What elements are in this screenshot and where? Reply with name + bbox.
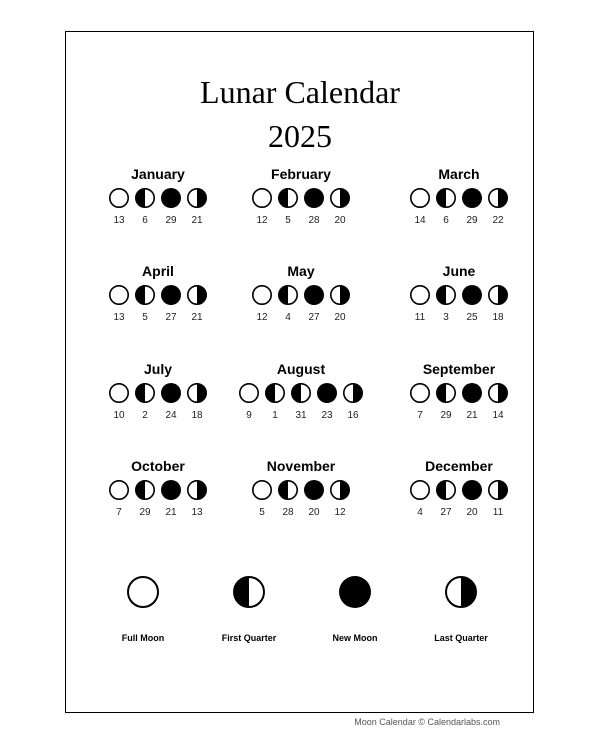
phase-date: 29 <box>165 215 177 226</box>
first-quarter-icon <box>134 284 156 306</box>
phase-cell <box>486 284 510 323</box>
phase-cell <box>486 382 510 421</box>
phase-cell <box>133 187 157 226</box>
month-name: October <box>131 458 185 474</box>
legend-label: Full Moon <box>121 633 165 643</box>
phase-cell <box>263 382 287 421</box>
new-moon-icon <box>461 284 483 306</box>
phase-cell <box>434 187 458 226</box>
phase-cell <box>434 382 458 421</box>
month-name: August <box>276 361 326 377</box>
phase-date: 16 <box>347 410 359 421</box>
last-quarter-icon <box>186 284 208 306</box>
month-march <box>379 166 539 246</box>
phase-cell <box>460 284 484 323</box>
phase-date: 11 <box>492 507 504 518</box>
new-moon-icon <box>461 479 483 501</box>
phase-cell <box>276 284 300 323</box>
phase-cell <box>159 382 183 421</box>
phase-cell <box>159 284 183 323</box>
phase-cell <box>185 187 209 226</box>
phase-cell <box>185 284 209 323</box>
phase-cell <box>341 382 365 421</box>
new-moon-icon <box>316 382 338 404</box>
new-moon-icon <box>303 284 325 306</box>
phase-row <box>221 284 381 323</box>
calendar-title: Lunar Calendar <box>200 74 400 110</box>
phase-cell <box>276 187 300 226</box>
phase-cell <box>302 187 326 226</box>
phase-row <box>221 187 381 226</box>
phase-row <box>221 479 381 518</box>
last-quarter-icon <box>444 575 478 609</box>
phase-date: 13 <box>113 312 125 323</box>
phase-date: 31 <box>295 410 307 421</box>
phase-cell <box>250 479 274 518</box>
full-moon-icon <box>108 284 130 306</box>
phase-cell <box>302 479 326 518</box>
phase-row <box>379 479 539 518</box>
phase-date: 14 <box>492 410 504 421</box>
first-quarter-icon <box>264 382 286 404</box>
full-moon-icon <box>108 382 130 404</box>
phase-cell <box>408 382 432 421</box>
month-april <box>78 263 238 343</box>
phase-date: 9 <box>246 410 252 421</box>
first-quarter-icon <box>277 284 299 306</box>
legend-label: Last Quarter <box>434 633 488 643</box>
last-quarter-icon <box>487 382 509 404</box>
phase-date: 23 <box>321 410 333 421</box>
phase-cell <box>159 187 183 226</box>
month-june <box>379 263 539 343</box>
phase-cell <box>237 382 261 421</box>
phase-date: 28 <box>308 215 320 226</box>
phase-row <box>379 284 539 323</box>
phase-date: 27 <box>165 312 177 323</box>
phase-date: 13 <box>191 507 203 518</box>
phase-cell <box>276 479 300 518</box>
phase-row <box>78 284 238 323</box>
phase-cell <box>107 187 131 226</box>
month-july <box>78 361 238 441</box>
month-name: June <box>442 263 476 279</box>
phase-date: 3 <box>443 312 449 323</box>
phase-date: 6 <box>443 215 449 226</box>
last-quarter-icon <box>186 479 208 501</box>
phase-date: 25 <box>466 312 478 323</box>
phase-date: 12 <box>256 312 268 323</box>
month-december <box>379 458 539 538</box>
phase-cell <box>250 284 274 323</box>
first-quarter-icon <box>290 382 312 404</box>
phase-date: 4 <box>417 507 423 518</box>
phase-cell <box>315 382 339 421</box>
month-name: April <box>142 263 174 279</box>
phase-date: 21 <box>191 312 203 323</box>
first-quarter-icon <box>277 479 299 501</box>
month-january <box>78 166 238 246</box>
last-quarter-icon <box>487 479 509 501</box>
full-moon-icon <box>409 187 431 209</box>
phase-cell <box>460 187 484 226</box>
legend-full <box>88 575 198 643</box>
phase-date: 22 <box>492 215 504 226</box>
phase-cell <box>133 479 157 518</box>
full-moon-icon <box>251 479 273 501</box>
phase-date: 18 <box>492 312 504 323</box>
first-quarter-icon <box>435 284 457 306</box>
calendar-year: 2025 <box>268 118 332 154</box>
month-october <box>78 458 238 538</box>
new-moon-icon <box>160 479 182 501</box>
phase-date: 11 <box>414 312 426 323</box>
new-moon-icon <box>303 187 325 209</box>
new-moon-icon <box>160 382 182 404</box>
phase-date: 20 <box>466 507 478 518</box>
phase-date: 29 <box>466 215 478 226</box>
phase-date: 29 <box>139 507 151 518</box>
phase-date: 4 <box>285 312 291 323</box>
phase-date: 7 <box>116 507 122 518</box>
phase-date: 20 <box>334 312 346 323</box>
month-september <box>379 361 539 441</box>
phase-cell <box>328 479 352 518</box>
phase-date: 20 <box>308 507 320 518</box>
phase-cell <box>434 479 458 518</box>
phase-cell <box>107 284 131 323</box>
legend-label: First Quarter <box>221 633 277 643</box>
new-moon-icon <box>461 382 483 404</box>
first-quarter-icon <box>134 187 156 209</box>
full-moon-icon <box>126 575 160 609</box>
phase-cell <box>408 284 432 323</box>
phase-date: 5 <box>142 312 148 323</box>
phase-cell <box>159 479 183 518</box>
phase-cell <box>486 187 510 226</box>
phase-date: 20 <box>334 215 346 226</box>
first-quarter-icon <box>134 382 156 404</box>
new-moon-icon <box>160 284 182 306</box>
phase-cell <box>408 479 432 518</box>
month-name: September <box>422 361 496 377</box>
phase-cell <box>408 187 432 226</box>
first-quarter-icon <box>277 187 299 209</box>
last-quarter-icon <box>342 382 364 404</box>
month-name: November <box>266 458 336 474</box>
first-quarter-icon <box>232 575 266 609</box>
phase-date: 7 <box>417 410 423 421</box>
full-moon-icon <box>251 284 273 306</box>
phase-row <box>379 382 539 421</box>
new-moon-icon <box>461 187 483 209</box>
phase-cell <box>328 187 352 226</box>
phase-row <box>78 187 238 226</box>
phase-date: 12 <box>256 215 268 226</box>
month-name: May <box>287 263 315 279</box>
phase-date: 13 <box>113 215 125 226</box>
phase-cell <box>302 284 326 323</box>
first-quarter-icon <box>435 382 457 404</box>
phase-date: 21 <box>191 215 203 226</box>
footer-credit: Moon Calendar © Calendarlabs.com <box>354 717 500 727</box>
phase-row <box>379 187 539 226</box>
full-moon-icon <box>409 479 431 501</box>
first-quarter-icon <box>435 479 457 501</box>
last-quarter-icon <box>329 187 351 209</box>
phase-row <box>78 382 238 421</box>
month-february <box>221 166 381 246</box>
month-name: February <box>271 166 331 182</box>
month-august <box>221 361 381 441</box>
phase-date: 29 <box>440 410 452 421</box>
month-may <box>221 263 381 343</box>
phase-date: 2 <box>142 410 148 421</box>
phase-cell <box>185 479 209 518</box>
phase-legend <box>65 575 534 655</box>
phase-date: 21 <box>165 507 177 518</box>
new-moon-icon <box>338 575 372 609</box>
new-moon-icon <box>303 479 325 501</box>
phase-row <box>221 382 381 421</box>
full-moon-icon <box>238 382 260 404</box>
last-quarter-icon <box>186 187 208 209</box>
phase-cell <box>460 479 484 518</box>
month-name: December <box>425 458 493 474</box>
legend-new <box>300 575 410 643</box>
full-moon-icon <box>108 479 130 501</box>
month-november <box>221 458 381 538</box>
phase-cell <box>460 382 484 421</box>
phase-row <box>78 479 238 518</box>
phase-cell <box>107 382 131 421</box>
month-name: January <box>131 166 185 182</box>
full-moon-icon <box>409 382 431 404</box>
phase-date: 24 <box>165 410 177 421</box>
last-quarter-icon <box>329 479 351 501</box>
phase-date: 18 <box>191 410 203 421</box>
full-moon-icon <box>409 284 431 306</box>
month-name: March <box>438 166 480 182</box>
phase-cell <box>107 479 131 518</box>
phase-date: 5 <box>285 215 291 226</box>
phase-cell <box>185 382 209 421</box>
legend-last <box>406 575 516 643</box>
phase-date: 14 <box>414 215 426 226</box>
last-quarter-icon <box>186 382 208 404</box>
phase-cell <box>434 284 458 323</box>
month-name: July <box>143 361 172 377</box>
phase-date: 6 <box>142 215 148 226</box>
phase-date: 27 <box>308 312 320 323</box>
phase-date: 10 <box>113 410 125 421</box>
first-quarter-icon <box>435 187 457 209</box>
phase-date: 12 <box>334 507 346 518</box>
full-moon-icon <box>108 187 130 209</box>
legend-label: New Moon <box>332 633 378 643</box>
new-moon-icon <box>160 187 182 209</box>
phase-cell <box>133 284 157 323</box>
phase-cell <box>289 382 313 421</box>
phase-cell <box>328 284 352 323</box>
phase-date: 1 <box>272 410 278 421</box>
phase-date: 21 <box>466 410 478 421</box>
phase-cell <box>133 382 157 421</box>
legend-first <box>194 575 304 643</box>
phase-date: 27 <box>440 507 452 518</box>
phase-cell <box>486 479 510 518</box>
last-quarter-icon <box>487 284 509 306</box>
phase-date: 5 <box>259 507 265 518</box>
last-quarter-icon <box>487 187 509 209</box>
full-moon-icon <box>251 187 273 209</box>
phase-date: 28 <box>282 507 294 518</box>
last-quarter-icon <box>329 284 351 306</box>
phase-cell <box>250 187 274 226</box>
first-quarter-icon <box>134 479 156 501</box>
